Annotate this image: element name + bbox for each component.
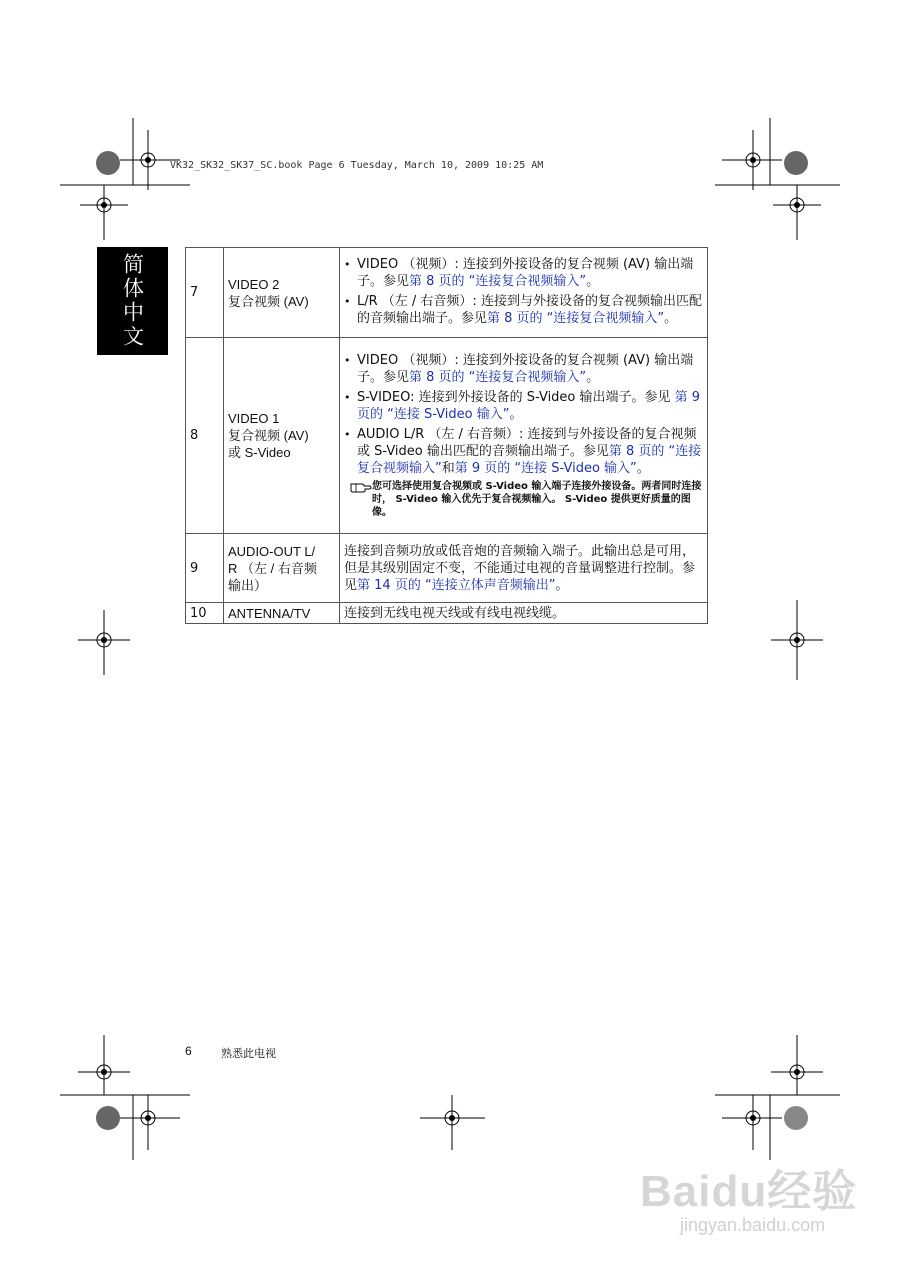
row-description xyxy=(340,338,708,534)
row-number: 10 xyxy=(186,603,224,624)
label-line: 或 S-Video xyxy=(228,445,291,460)
cross-reference-link[interactable]: 第 9 页的 “连接 S-Video 输入” xyxy=(357,390,701,422)
row-number: 8 xyxy=(186,338,224,534)
list-item: • L/R （左 / 右音频）: 连接到与外接设备的复合视频输出匹配的音频输出端子。参见第 8 页的 “连接复合视频输入”。 xyxy=(344,293,703,327)
page-number: 6 xyxy=(185,1044,192,1058)
label-line: 复合视频 (AV) xyxy=(228,428,309,443)
table-row xyxy=(186,248,708,338)
cross-reference-link[interactable]: 第 8 页的 “连接复合视频输入” xyxy=(357,444,702,476)
label-line: VIDEO 1 xyxy=(228,411,280,426)
list-item: • S-VIDEO: 连接到外接设备的 S-Video 输出端子。参见 第 9 页的 “连接 S-Video 输入”。 xyxy=(344,389,703,423)
row-number: 7 xyxy=(186,248,224,338)
label-line: ANTENNA/TV xyxy=(228,605,311,621)
connector-table xyxy=(185,247,708,624)
row-description: 连接到无线电视天线或有线电视线缆。 xyxy=(340,603,708,624)
list-item: • VIDEO （视频）: 连接到外接设备的复合视频 (AV) 输出端子。参见第 8 页的 “连接复合视频输入”。 xyxy=(344,256,703,290)
row-description: 连接到音频功放或低音炮的音频输入端子。此输出总是可用，但是其级别固定不变，不能通过电视的音量调整进行控制。参见第 14 页的 “连接立体声音频输出”。 xyxy=(340,534,708,603)
print-header: VK32_SK32_SK37_SC.book Page 6 Tuesday, March 10, 2009 10:25 AM xyxy=(170,160,544,171)
language-label: 简体中文 xyxy=(120,253,145,349)
label-line: VIDEO 2 xyxy=(228,276,280,292)
cross-reference-link[interactable]: 第 8 页的 “连接复合视频输入” xyxy=(409,370,587,385)
row-description xyxy=(340,248,708,338)
label-line: 输出） xyxy=(228,577,268,593)
cross-reference-link[interactable]: 第 9 页的 “连接 S-Video 输入” xyxy=(454,461,637,476)
table-row xyxy=(186,603,708,624)
label-line: AUDIO-OUT L/ xyxy=(228,543,316,559)
row-number: 9 xyxy=(186,534,224,603)
row-label xyxy=(224,248,340,338)
row-label xyxy=(224,338,340,534)
watermark-logo: Baidu经验 xyxy=(640,1167,858,1216)
section-title: 熟悉此电视 xyxy=(221,1047,276,1060)
table-row xyxy=(186,534,708,603)
cross-reference-link[interactable]: 第 8 页的 “连接复合视频输入” xyxy=(487,311,665,326)
list-item: • AUDIO L/R （左 / 右音频）: 连接到与外接设备的复合视频或 S-Video 输出匹配的音频输出端子。参见第 8 页的 “连接复合视频输入”和第 9 页的 “连接 S-Video 输入”。 xyxy=(344,426,703,477)
label-line: R （左 / 右音频 xyxy=(228,560,317,576)
label-line: 复合视频 (AV) xyxy=(228,293,309,309)
list-item: • VIDEO （视频）: 连接到外接设备的复合视频 (AV) 输出端子。参见第 8 页的 “连接复合视频输入”。 xyxy=(344,352,703,386)
row-label xyxy=(224,603,340,624)
note-hand-icon xyxy=(350,481,372,493)
language-tab xyxy=(97,247,168,355)
note xyxy=(350,480,703,519)
cross-reference-link[interactable]: 第 8 页的 “连接复合视频输入” xyxy=(409,274,587,289)
note-text: 您可选择使用复合视频或 S-Video 输入端子连接外接设备。两者同时连接时， S-Video 输入优先于复合视频输入。 S-Video 提供更好质量的图像。 xyxy=(372,481,702,518)
table-row xyxy=(186,338,708,534)
cross-reference-link[interactable]: 第 14 页的 “连接立体声音频输出” xyxy=(357,577,556,593)
row-label xyxy=(224,534,340,603)
watermark-url: jingyan.baidu.com xyxy=(680,1215,826,1235)
